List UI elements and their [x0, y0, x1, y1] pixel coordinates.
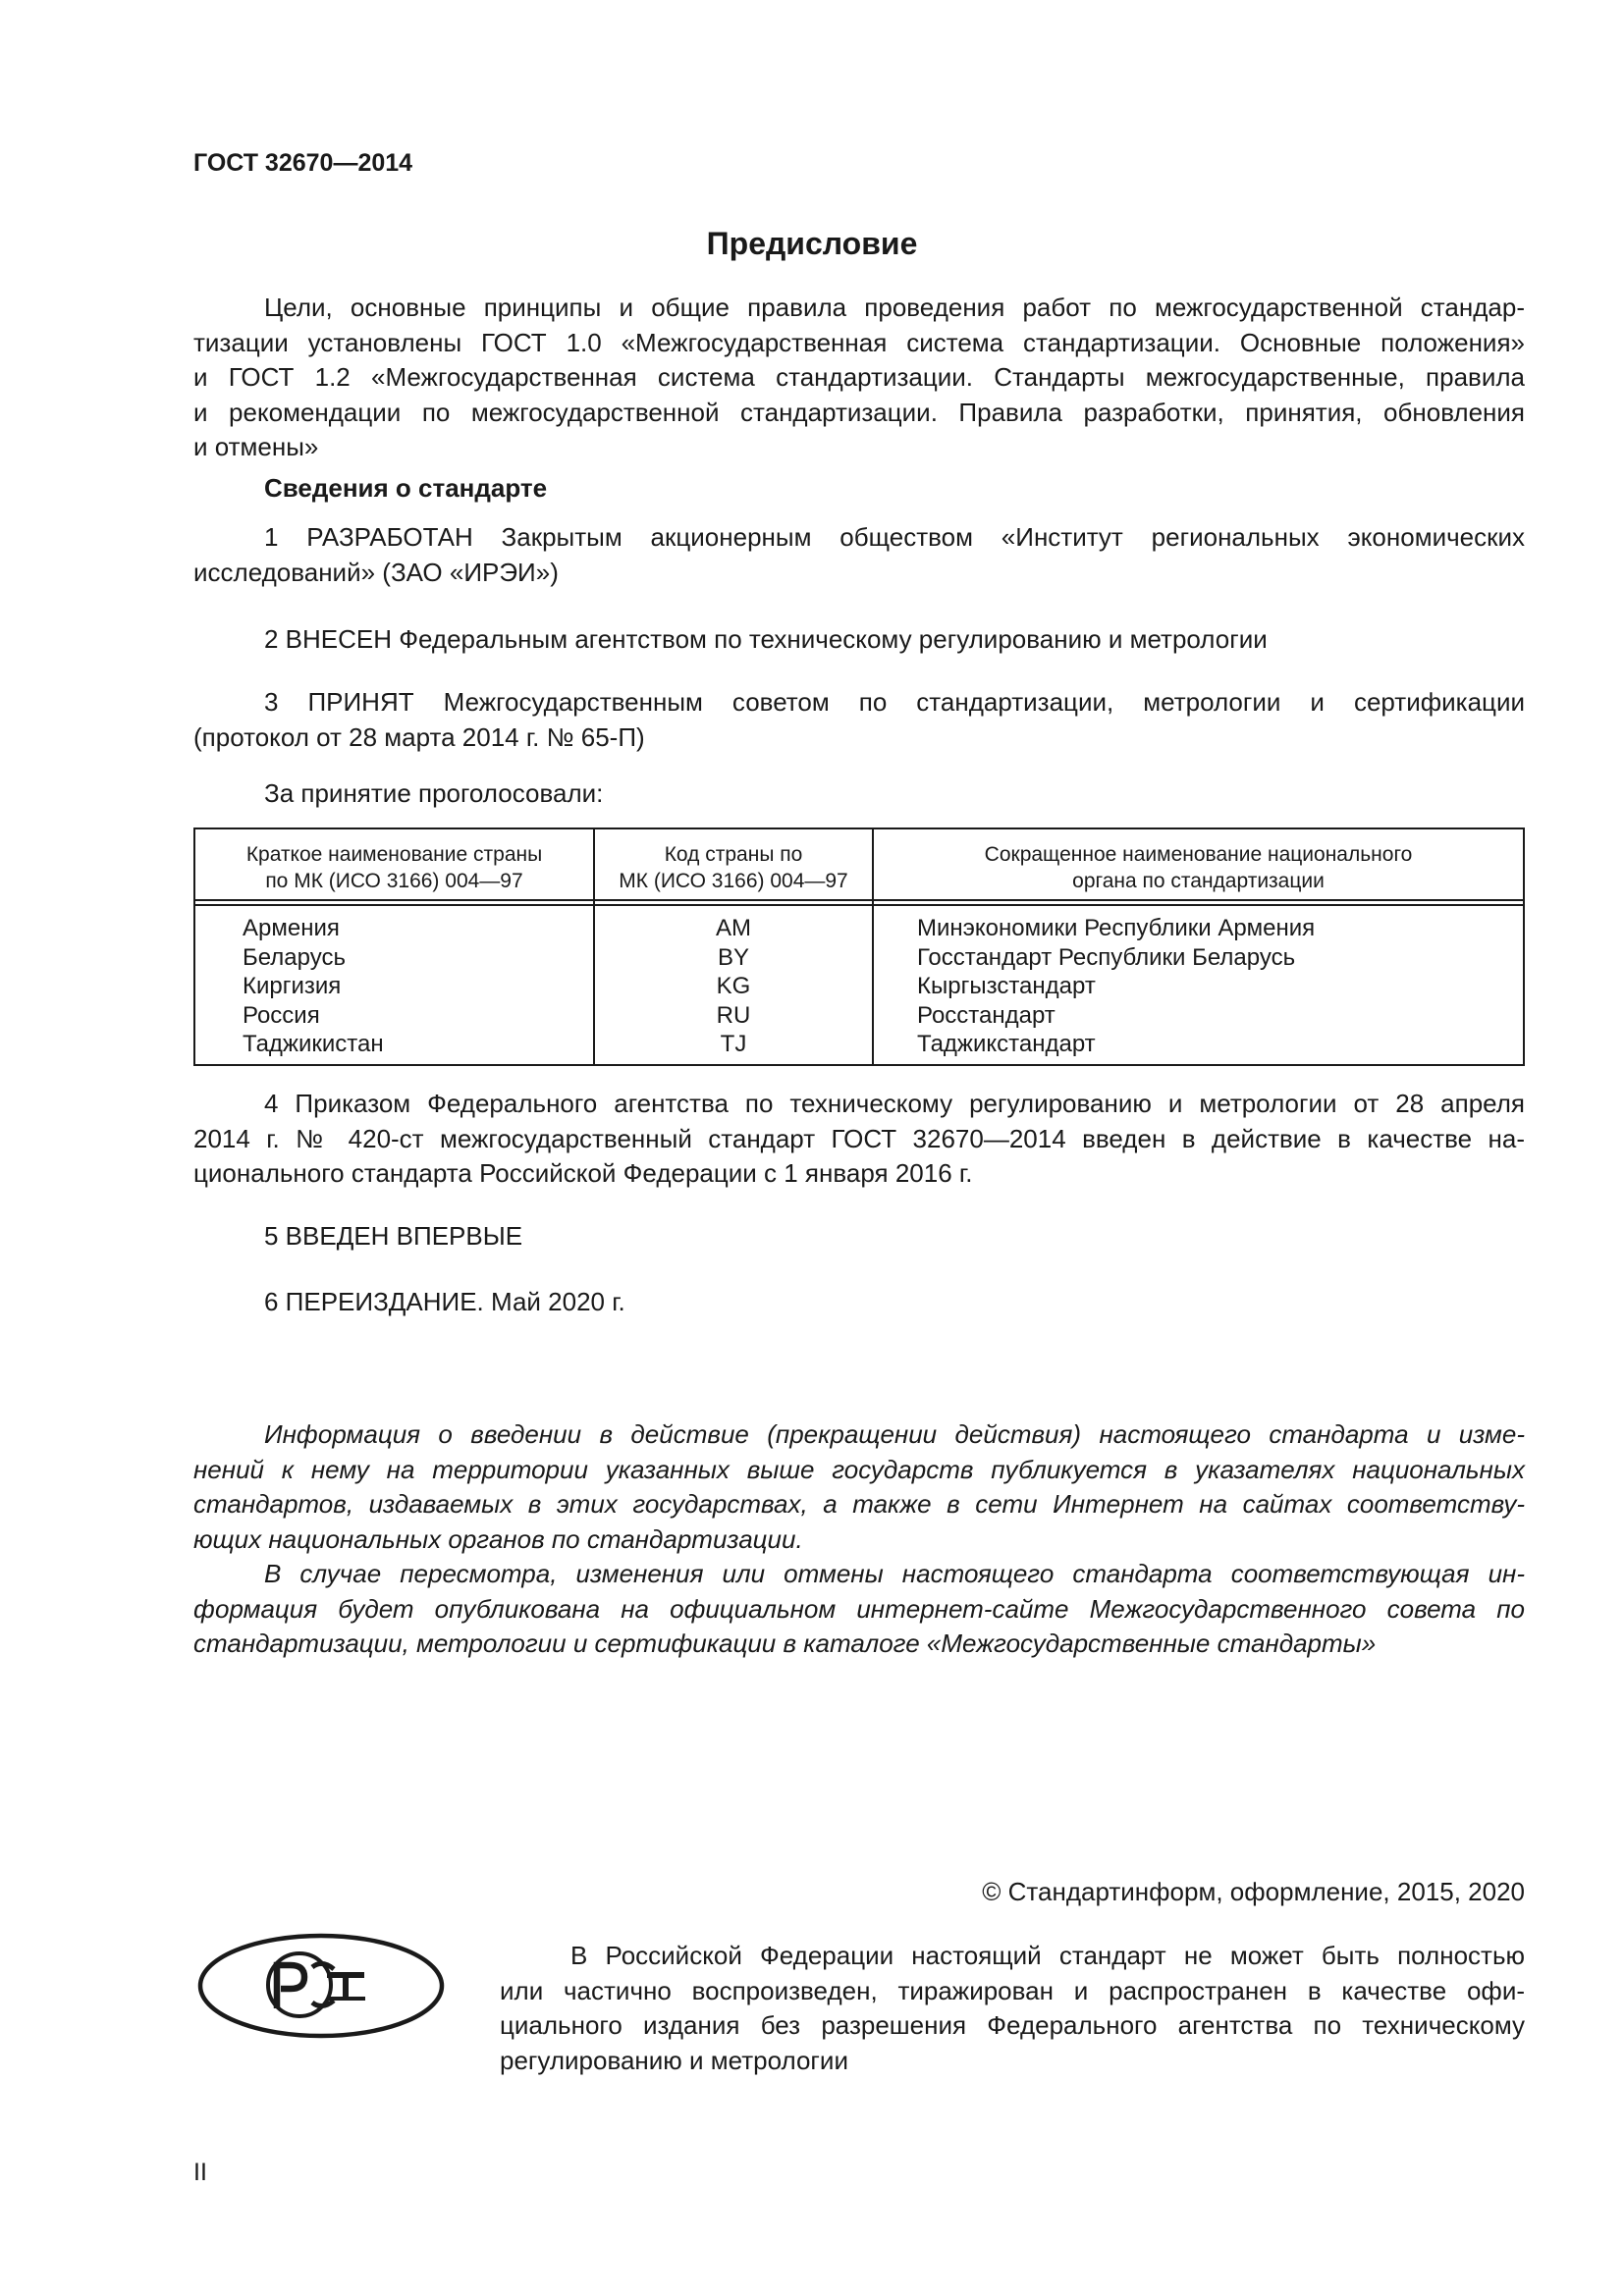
info-line: формация будет опубликована на официальном интернет-сайте Межгосударственного совета по: [193, 1593, 1525, 1624]
page-title: Предисловие: [706, 226, 918, 261]
code-column: [595, 914, 872, 1059]
country-column: [243, 914, 384, 1059]
item-line: 1 РАЗРАБОТАН Закрытым акционерным обществом «Институт региональных экономических: [264, 522, 1525, 552]
intro-paragraph: [193, 291, 1525, 465]
column-header-country: [195, 841, 593, 894]
header-line: Сокращенное наименование национального: [984, 843, 1413, 866]
header-line: Код страны по: [664, 843, 803, 866]
header-line: МК (ИСО 3166) 004—97: [619, 870, 848, 892]
info-line: стандартизации, метрологии и сертификации в каталоге «Межгосударственные стандарты»: [193, 1629, 1377, 1658]
header-line: Краткое наименование страны: [245, 843, 543, 866]
info-paragraph-2: [193, 1557, 1525, 1662]
item-6: 6 ПЕРЕИЗДАНИЕ. Май 2020 г.: [264, 1287, 625, 1316]
notice-line: циального издания без разрешения Федерального агентства по техническому: [500, 2010, 1525, 2040]
notice-line: регулированию и метрологии: [500, 2045, 848, 2075]
table-cell-country: Таджикистан: [243, 1031, 384, 1057]
item-line: 2014 г. № 420-ст межгосударственный стандарт ГОСТ 32670—2014 введен в действие в качестве на-: [193, 1123, 1525, 1153]
intro-line: тизации установлены ГОСТ 1.0 «Межгосударственная система стандартизации. Основные положения»: [193, 327, 1525, 357]
header-line: органа по стандартизации: [1072, 870, 1325, 892]
column-header-code: [595, 841, 872, 894]
intro-line: и рекомендации по межгосударственной стандартизации. Правила разработки, принятия, обновления: [193, 397, 1525, 427]
table-cell-body: Минэкономики Республики Армения: [917, 915, 1316, 941]
item-1: [193, 520, 1525, 590]
table-header-rule: [195, 904, 1523, 906]
section-heading: Сведения о стандарте: [264, 473, 548, 503]
table-cell-code: TJ: [720, 1031, 747, 1057]
table-cell-body: Таджикстандарт: [917, 1031, 1096, 1057]
intro-line: и отмены»: [193, 432, 319, 461]
table-cell-country: Беларусь: [243, 943, 346, 971]
table-header-rule: [195, 899, 1523, 901]
table-cell-country: Россия: [243, 1001, 320, 1029]
rst-certification-mark-icon: [196, 1932, 446, 2045]
item-line: исследований» (ЗАО «ИРЭИ»): [193, 557, 559, 587]
table-cell-code: AM: [716, 915, 751, 941]
item-3: [193, 685, 1525, 755]
info-line: В случае пересмотра, изменения или отмены настоящего стандарта соответствующая ин-: [264, 1559, 1525, 1588]
voting-table: [193, 828, 1525, 1066]
item-4: [193, 1087, 1525, 1192]
item-line: ционального стандарта Российской Федерации с 1 января 2016 г.: [193, 1158, 973, 1188]
info-line: стандартов, издаваемых в этих государствах, а также в сети Интернет на сайтах соответству-: [193, 1489, 1525, 1519]
table-cell-code: KG: [716, 973, 751, 999]
info-line: ющих национальных органов по стандартизации.: [193, 1523, 803, 1554]
table-cell-body: Росстандарт: [917, 1001, 1056, 1029]
info-line: Информация о введении в действие (прекращении действия) настоящего стандарта и изме-: [264, 1419, 1525, 1449]
table-cell-country: Армения: [243, 915, 340, 941]
body-column: [917, 914, 1315, 1059]
notice-line: В Российской Федерации настоящий стандарт не может быть полностью: [570, 1941, 1525, 1970]
item-line: 4 Приказом Федерального агентства по техническому регулированию и метрологии от 28 апреля: [264, 1089, 1525, 1118]
item-line: (протокол от 28 марта 2014 г. № 65-П): [193, 721, 645, 752]
item-line: 3 ПРИНЯТ Межгосударственным советом по стандартизации, метрологии и сертификации: [264, 687, 1525, 717]
header-line: по МК (ИСО 3166) 004—97: [265, 870, 523, 892]
copyright-line: © Стандартинформ, оформление, 2015, 2020: [982, 1877, 1525, 1906]
table-cell-body: Кыргызстандарт: [917, 973, 1096, 999]
info-paragraph-1: [193, 1417, 1525, 1557]
info-line: нений к нему на территории указанных выше государств публикуется в указателях национальных: [193, 1454, 1525, 1484]
table-cell-body: Госстандарт Республики Беларусь: [917, 943, 1296, 971]
notice-line: или частично воспроизведен, тиражирован и распространен в качестве офи-: [500, 1975, 1525, 2005]
table-cell-code: BY: [717, 943, 749, 971]
doc-code-header: ГОСТ 32670—2014: [193, 149, 413, 177]
item-2: 2 ВНЕСЕН Федеральным агентством по техническому регулированию и метрологии: [264, 624, 1268, 654]
column-header-body: [874, 841, 1523, 894]
intro-line: и ГОСТ 1.2 «Межгосударственная система стандартизации. Стандарты межгосударственные, правила: [193, 362, 1525, 392]
page-number: II: [193, 2159, 207, 2186]
table-cell-country: Киргизия: [243, 973, 342, 999]
reproduction-notice: [500, 1939, 1525, 2078]
intro-line: Цели, основные принципы и общие правила проведения работ по межгосударственной стандар-: [264, 293, 1525, 322]
item-5: 5 ВВЕДЕН ВПЕРВЫЕ: [264, 1221, 523, 1251]
vote-label: За принятие проголосовали:: [264, 778, 604, 808]
table-cell-code: RU: [716, 1001, 751, 1029]
